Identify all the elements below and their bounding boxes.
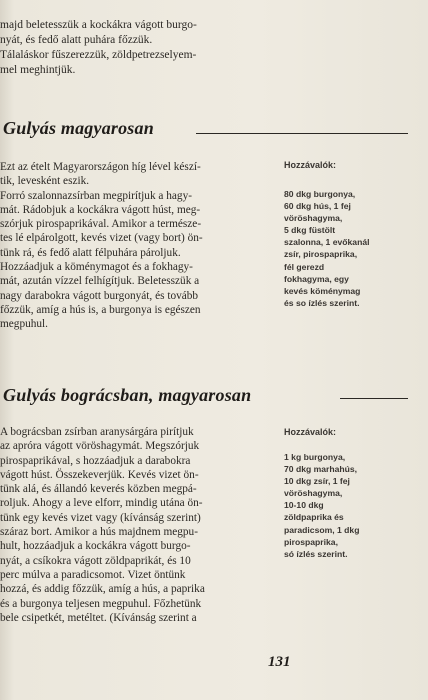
text-line: tes lé elpárolgott, kevés vizet (vagy bort) ön- — [0, 232, 203, 245]
ingredients-title: Hozzávalók: — [284, 427, 337, 437]
ingredient-line: 70 dkg marhahús, — [284, 464, 358, 475]
text-line: mel meghintjük. — [0, 64, 76, 76]
ingredients-title: Hozzávalók: — [284, 160, 337, 170]
text-line: Tálaláskor fűszerezzük, zöldpetrezselyem- — [0, 49, 197, 61]
ingredient-line: szalonna, 1 evőkanál — [284, 237, 370, 248]
ingredient-line: és so ízlés szerint. — [284, 297, 360, 308]
ingredient-line: pirospaprika, — [284, 536, 338, 547]
text-line: száraz bort. Amikor a hús majdnem megpu- — [0, 526, 198, 539]
ingredient-line: paradicsom, 1 dkg — [284, 524, 360, 535]
recipe-title-gulyas-bogracsban: Gulyás bográcsban, magyarosan — [3, 385, 252, 405]
text-line: bele csipetkét, metéltet. (Kívánság szerint a — [0, 611, 197, 624]
text-line: Ezt az ételt Magyarországon híg lével készí- — [0, 161, 201, 173]
text-line: tünk alá, és állandó keverés közben megpá- — [0, 483, 197, 496]
recipe-title-gulyas-magyarosan: Gulyás magyarosan — [3, 118, 154, 138]
text-line: tünk egy kevés vizet vagy (kívánság szerint) — [0, 511, 201, 524]
text-line: tünk rá, és fedő alatt félpuhára pároljuk. — [0, 246, 181, 259]
text-line: hozzá, és addig főzzük, amíg a hús, a paprika — [0, 583, 205, 596]
text-line: tik, levesként eszik. — [0, 175, 90, 188]
text-line: perc múlva a paradicsomot. Vizet öntünk — [0, 568, 186, 581]
text-line: és a burgonya teljesen megpuhul. Főzhetünk — [0, 597, 202, 610]
recipe-1-instructions — [0, 160, 270, 332]
text-line: megpuhul. — [0, 318, 49, 331]
text-line: Forró szalonnazsírban megpirítjuk a hagy- — [0, 189, 192, 202]
recipe-2-ingredients — [284, 451, 419, 560]
ingredient-line: fél gerezd — [284, 261, 325, 272]
text-line: főzzük, amíg a hús is, a burgonya is egészen — [0, 303, 201, 316]
text-line: roljuk. Ahogy a leve elforr, mindig utána ön- — [0, 497, 203, 510]
text-line: nyát, a csíkokra vágott zöldpaprikát, és 10 — [0, 554, 191, 567]
text-line: majd beletesszük a kockákra vágott burgo- — [0, 19, 197, 31]
text-line: nagy darabokra vágott burgonyát, és tovább — [0, 289, 199, 302]
previous-recipe-ending — [0, 18, 270, 78]
title-rule — [196, 133, 408, 134]
ingredient-line: vöröshagyma, — [284, 213, 343, 224]
ingredient-line: fokhagyma, egy — [284, 273, 349, 284]
ingredient-line: kevés köménymag — [284, 285, 361, 296]
ingredient-line: zsír, pirospaprika, — [284, 249, 358, 260]
recipe-2-instructions — [0, 425, 270, 625]
text-line: Hozzáadjuk a köménymagot és a fokhagy- — [0, 261, 193, 274]
recipe-1-ingredients — [284, 188, 419, 309]
text-line: pirospaprikával, s hozzáadjuk a darabokra — [0, 454, 191, 467]
text-line: nyát, és fedő alatt puhára főzzük. — [0, 34, 153, 46]
text-line: hult, hozzáadjuk a kockákra vágott burgo- — [0, 540, 191, 553]
text-line: az apróra vágott vöröshagymát. Megszórjuk — [0, 440, 200, 453]
ingredient-line: zöldpaprika és — [284, 512, 344, 523]
ingredient-line: 10-10 dkg — [284, 500, 324, 511]
text-line: A bográcsban zsírban aranysárgára pirítjuk — [0, 426, 194, 438]
ingredient-line: 60 dkg hús, 1 fej — [284, 201, 351, 212]
ingredient-line: 10 dkg zsír, 1 fej — [284, 476, 350, 487]
text-line: vágott húst. Összekeverjük. Kevés vizet ön- — [0, 468, 199, 481]
ingredient-line: 5 dkg füstölt — [284, 225, 336, 236]
page-number: 131 — [268, 654, 291, 670]
text-line: mát. Rádobjuk a kockákra vágott húst, meg- — [0, 203, 201, 216]
ingredient-line: 80 dkg burgonya, — [284, 189, 356, 199]
ingredient-line: 1 kg burgonya, — [284, 452, 346, 462]
ingredient-line: só ízlés szerint. — [284, 548, 348, 559]
ingredient-line: vöröshagyma, — [284, 488, 343, 499]
title-rule — [340, 398, 408, 399]
text-line: mát, azután vízzel felhígítjuk. Beletesszük a — [0, 275, 200, 288]
text-line: szórjuk pirospaprikával. Amikor a természe- — [0, 218, 202, 231]
